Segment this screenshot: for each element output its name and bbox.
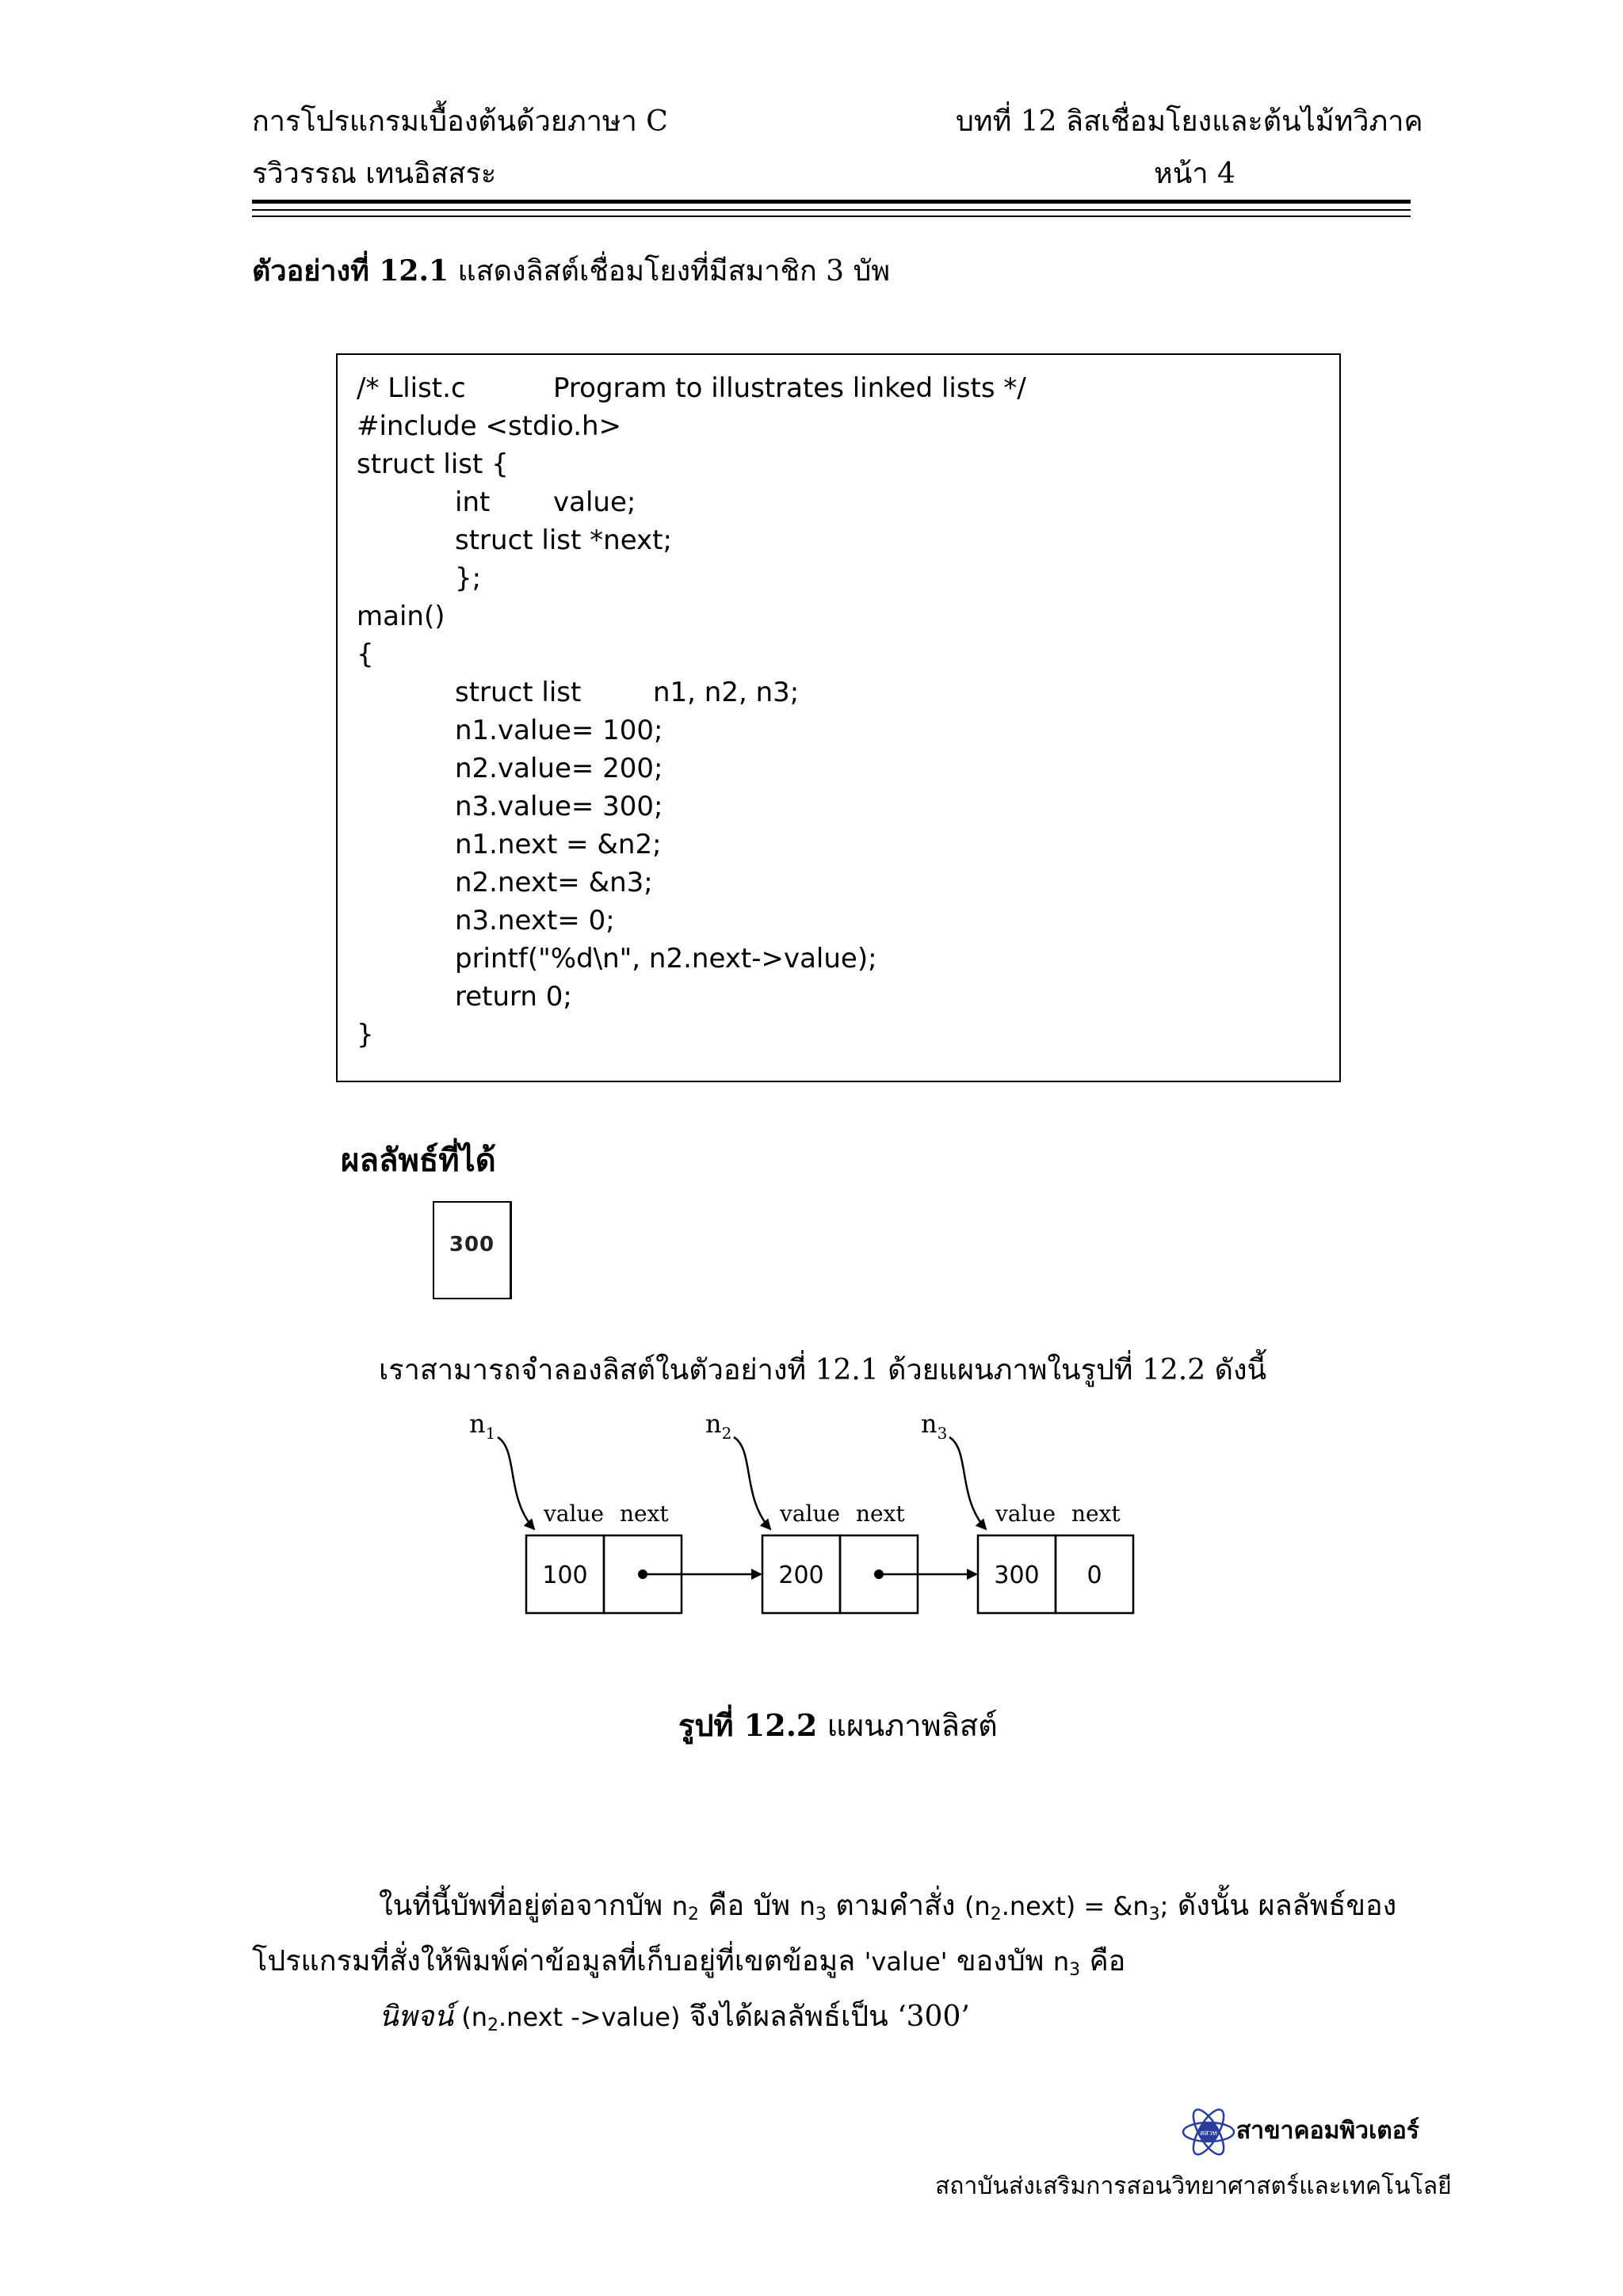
value-field-label: value: [544, 1501, 605, 1527]
list-node: [705, 1410, 976, 1613]
code-listing: [336, 353, 1341, 1082]
explanation-text: คือ บัพ: [698, 1890, 800, 1922]
code-line: };: [455, 563, 482, 594]
code-line: /* Llist.c: [357, 372, 466, 404]
list-node: [469, 1410, 761, 1613]
institute-logo-icon: [1181, 2104, 1236, 2160]
next-field-label: next: [1071, 1501, 1121, 1527]
explanation-text: จึงได้ผลลัพธ์เป็น ‘300’: [680, 2000, 970, 2033]
code-line: #include <stdio.h>: [357, 410, 622, 442]
explanation-line-1: [379, 1887, 1396, 1934]
institute-name: สถาบันส่งเสริมการสอนวิทยาศาสตร์และเทคโนโลยี: [935, 2172, 1452, 2200]
inline-code: $(n_2.next)$ = $\&n_3$;: [964, 1891, 1169, 1924]
code-line: int: [455, 486, 491, 518]
author-name: รวิวรรณ เทนอิสสระ: [252, 158, 497, 190]
value-field-label: value: [780, 1501, 841, 1527]
explanation-text: คือ: [1080, 1945, 1126, 1978]
book-title: การโปรแกรมเบื้องต้นด้วยภาษา C: [252, 105, 668, 138]
expression-word: นิพจน์: [379, 2000, 454, 2033]
next-field-label: next: [856, 1501, 905, 1527]
code-line: n3.value= 300;: [455, 791, 663, 822]
figure-caption-label: รูปที่ 12.2: [678, 1707, 818, 1743]
code-line-part: n1, n2, n3;: [653, 677, 800, 708]
code-line: printf("%d\n", n2.next->value);: [455, 943, 877, 974]
explanation-text: ดังนั้น ผลลัพธ์ของ: [1168, 1890, 1397, 1922]
intro-paragraph: เราสามารถจำลองลิสต์ในตัวอย่างที่ 12.1 ด้วยแผนภาพในรูปที่ 12.2 ดังนี้: [379, 1354, 1267, 1386]
node-value: 300: [994, 1562, 1040, 1589]
inline-code: ($n_2.next$ ->value): [453, 2002, 681, 2035]
node-value: 200: [778, 1562, 824, 1589]
code-line: n1.next = &n2;: [455, 829, 662, 860]
code-line: struct list: [455, 677, 582, 708]
example-label: ตัวอย่างที่ 12.1: [252, 254, 449, 288]
example-heading: [252, 252, 890, 291]
inline-code: 'value': [864, 1947, 948, 1977]
node-n3-ref: $n_3$: [1052, 1947, 1081, 1980]
explanation-text: ของบัพ: [947, 1945, 1053, 1978]
example-description: แสดงลิสต์เชื่อมโยงที่มีสมาชิก 3 บัพ: [449, 255, 891, 288]
code-line: return 0;: [455, 981, 572, 1013]
code-line-part: Program to illustrates linked lists */: [553, 372, 1026, 404]
program-output-box: [433, 1201, 512, 1299]
pointer-arrow: [734, 1437, 770, 1529]
pointer-arrow: [949, 1437, 986, 1529]
chapter-title: บทที่ 12 ลิสเชื่อมโยงและต้นไม้ทวิภาค: [956, 105, 1423, 138]
explanation-text: ในที่นี้บัพที่อยู่ต่อจากบัพ: [379, 1890, 672, 1922]
code-line: struct list *next;: [455, 524, 672, 556]
explanation-line-3: [379, 1998, 970, 2045]
result-label: ผลลัพธ์ที่ได้: [341, 1142, 496, 1179]
pointer-label: $n_3$: [921, 1410, 948, 1443]
node-n3-ref: $n_3$: [799, 1891, 827, 1924]
node-value: 100: [542, 1562, 588, 1589]
code-line: n1.value= 100;: [455, 715, 663, 746]
linked-list-diagram: [444, 1410, 1157, 1632]
department-name: สาขาคอมพิวเตอร์: [1236, 2117, 1419, 2145]
figure-caption-text: แผนภาพลิสต์: [817, 1708, 998, 1743]
logo-text: สสวท: [1200, 2130, 1217, 2138]
code-line: n2.next= &n3;: [455, 867, 653, 898]
code-line: }: [357, 1019, 374, 1051]
program-output: 300: [449, 1233, 495, 1257]
next-field-label: next: [620, 1501, 669, 1527]
value-field-label: value: [995, 1501, 1056, 1527]
explanation-text: ตามคำสั่ง: [826, 1890, 964, 1922]
pointer-label: $n_1$: [469, 1410, 496, 1443]
explanation-line-2: [252, 1943, 1125, 1989]
page-number: หน้า 4: [1154, 158, 1235, 190]
pointer-arrow: [498, 1437, 534, 1529]
code-line: struct list {: [357, 448, 509, 480]
code-line: main(): [357, 601, 445, 632]
figure-caption: [678, 1707, 998, 1745]
header-rule-thin: [252, 209, 1411, 211]
node-n2-ref: $n_2$: [671, 1891, 699, 1924]
code-line-part: value;: [553, 486, 636, 518]
code-line: {: [357, 639, 374, 670]
list-node: [921, 1410, 1133, 1613]
header-rule-thick: [252, 200, 1411, 204]
node-next-value: 0: [1086, 1562, 1102, 1589]
code-line: n3.next= 0;: [455, 905, 615, 936]
pointer-label: $n_2$: [705, 1410, 732, 1443]
code-line: n2.value= 200;: [455, 753, 663, 784]
header-rule-thin-2: [252, 215, 1411, 217]
explanation-text: โปรแกรมที่สั่งให้พิมพ์ค่าข้อมูลที่เก็บอยู่ที่เขตข้อมูล: [252, 1945, 865, 1978]
